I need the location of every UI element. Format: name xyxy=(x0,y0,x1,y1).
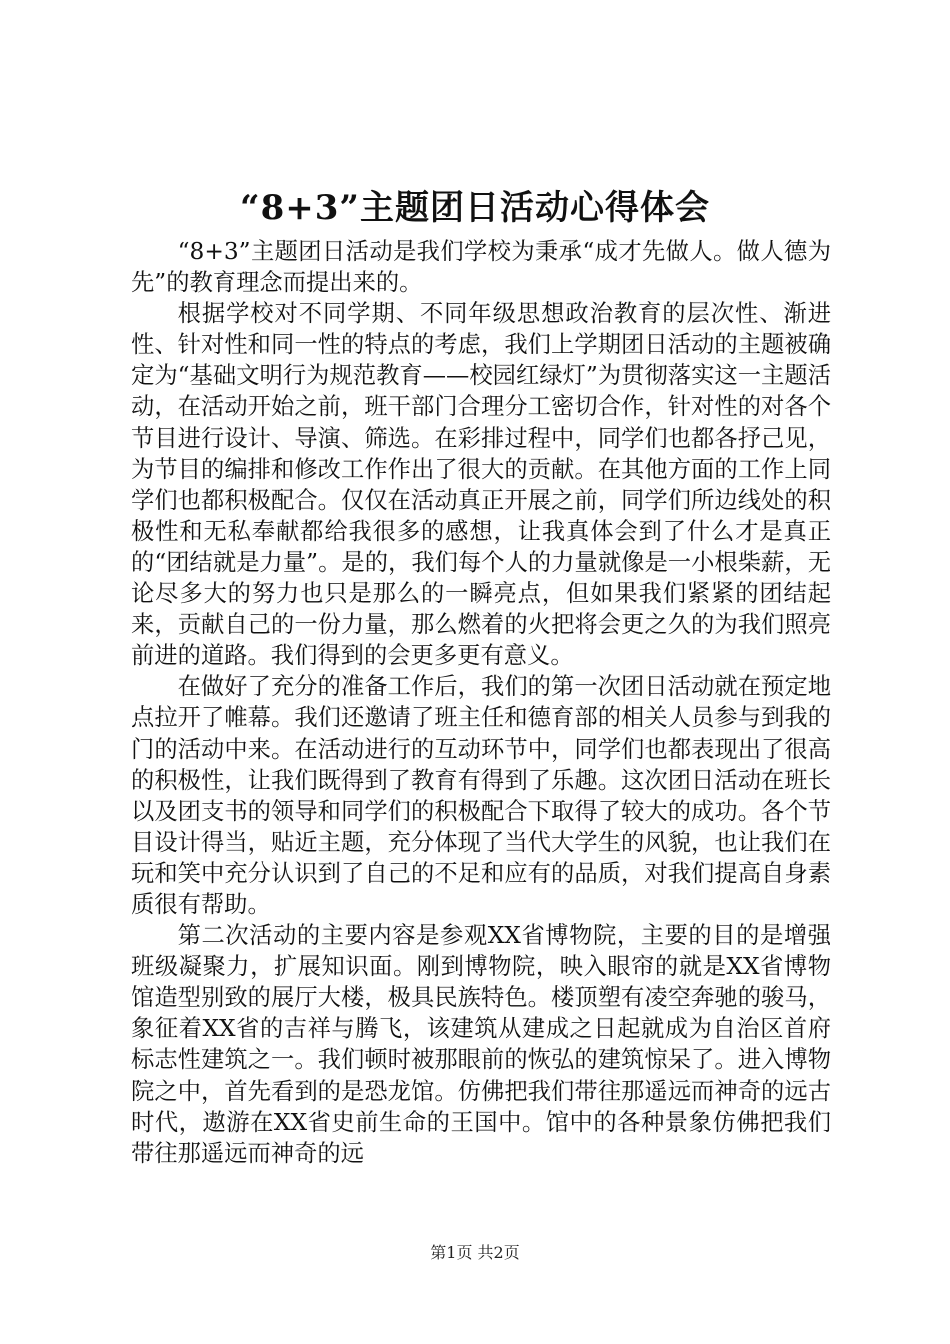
paragraph-1: “8+3”主题团日活动是我们学校为秉承“成才先做人。做人德为先”的教育理念而提出来的。 xyxy=(131,238,831,297)
page-footer: 第1页 共2页 xyxy=(430,1243,520,1262)
document-body xyxy=(131,236,831,1169)
paragraph-2: 根据学校对不同学期、不同年级思想政治教育的层次性、渐进性、针对性和同一性的特点的考虑，我们上学期团日活动的主题被确定为“基础文明行为规范教育——校园红绿灯”为贯彻落实这一主题活动，在活动开始之前，班干部门合理分工密切合作，针对性的对各个节目进行设计、导演、筛选。在彩排过程中，同学们也都各抒己见，为节目的编排和修改工作作出了很大的贡献。在其他方面的工作上同学们也都积极配合。仅仅在活动真正开展之前，同学们所边线处的积极性和无私奉献都给我很多的感想，让我真体会到了什么才是真正的“团结就是力量”。是的，我们每个人的力量就像是一小根柴薪，无论尽多大的努力也只是那么的一瞬亮点，但如果我们紧紧的团结起来，贡献自己的一份力量，那么燃着的火把将会更之久的为我们照亮前进的道路。我们得到的会更多更有意义。 xyxy=(131,300,831,670)
paragraph-4: 第二次活动的主要内容是参观XX省博物院，主要的目的是增强班级凝聚力，扩展知识面。刚到博物院，映入眼帘的就是XX省博物馆造型别致的展厅大楼，极具民族特色。楼顶塑有凌空奔驰的骏马，象征着XX省的吉祥与腾飞，该建筑从建成之日起就成为自治区首府标志性建筑之一。我们顿时被那眼前的恢弘的建筑惊呆了。进入博物院之中，首先看到的是恐龙馆。仿佛把我们带往那遥远而神奇的远古时代，遨游在XX省史前生命的王国中。馆中的各种景象仿佛把我们带往那遥远而神奇的远 xyxy=(131,922,831,1167)
document-title: “8+3”主题团日活动心得体会 xyxy=(240,188,710,228)
paragraph-3: 在做好了充分的准备工作后，我们的第一次团日活动就在预定地点拉开了帷幕。我们还邀请了班主任和德育部的相关人员参与到我的门的活动中来。在活动进行的互动环节中，同学们也都表现出了很高的积极性，让我们既得到了教育有得到了乐趣。这次团日活动在班长以及团支书的领导和同学们的积极配合下取得了较大的成功。各个节目设计得当，贴近主题，充分体现了当代大学生的风貌，也让我们在玩和笑中充分认识到了自己的不足和应有的品质，对我们提高自身素质很有帮助。 xyxy=(131,673,831,918)
